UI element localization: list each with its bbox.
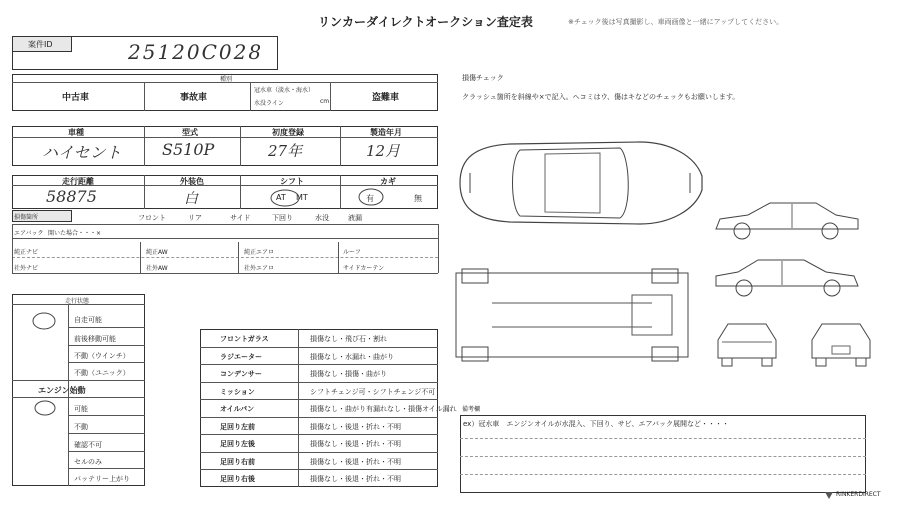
check-label: フロントガラス	[220, 335, 269, 343]
driving-move[interactable]: 前後移動可能	[74, 335, 116, 343]
page-title: リンカーダイレクトオークション査定表	[318, 15, 533, 29]
shift-header: シフト	[280, 177, 304, 186]
key-no[interactable]: 無	[414, 194, 422, 203]
check-label: 足回り左後	[220, 440, 255, 448]
check-value[interactable]: 損傷なし・損傷・曲がり	[310, 370, 387, 378]
car-top-view	[450, 128, 710, 238]
option-aftermarket-nav[interactable]: 社外ナビ	[14, 265, 39, 272]
check-row-divider	[200, 399, 438, 400]
check-label: オイルパン	[220, 405, 255, 413]
check-value[interactable]: 損傷なし・後退・折れ・不明	[310, 475, 401, 483]
vehicle-model-value[interactable]: ハイセント	[42, 143, 122, 162]
damage-side[interactable]: サイド	[230, 214, 251, 222]
check-label: ラジエーター	[220, 352, 262, 361]
car-underbody	[452, 265, 692, 365]
option-aw[interactable]: 純正AW	[146, 249, 168, 256]
check-row-divider	[200, 347, 438, 348]
check-label: 足回り右前	[220, 457, 255, 466]
check-value[interactable]: 損傷なし・水漏れ・曲がり	[310, 352, 394, 361]
damage-under[interactable]: 下回り	[272, 214, 293, 222]
damage-flood[interactable]: 水没	[315, 214, 329, 222]
engine-battery[interactable]: バッテリー上がり	[74, 475, 130, 483]
kind-flood-line: 水没ライン	[254, 100, 284, 107]
engine-header: エンジン始動	[38, 386, 86, 395]
mileage-value[interactable]: 58875	[46, 187, 97, 206]
damage-check-instruction: クラッシュ箇所を斜線や×で記入。ヘコミはウ、傷はキなどのチェックもお願いします。	[462, 93, 740, 101]
key-yes-circle	[358, 188, 384, 206]
check-label: 足回り右後	[220, 475, 255, 483]
kind-accident[interactable]: 事故車	[180, 93, 208, 103]
check-row-divider	[200, 417, 438, 418]
vehicle-reg-header: 初度登録	[272, 128, 304, 137]
damage-rear[interactable]: リア	[188, 214, 202, 222]
shift-mt[interactable]: MT	[296, 193, 308, 202]
check-value[interactable]: 損傷なし・飛び石・割れ	[310, 335, 387, 343]
color-header: 外装色	[180, 177, 204, 186]
engine-dead[interactable]: 不動	[74, 423, 88, 431]
check-label: コンデンサー	[220, 370, 262, 378]
kind-header: 種別	[220, 76, 233, 83]
damage-check-title: 損傷チェック	[462, 74, 504, 82]
driving-winch[interactable]: 不動（ウインチ）	[74, 352, 130, 360]
driving-self[interactable]: 自走可能	[74, 316, 102, 324]
check-label: ミッション	[220, 387, 255, 396]
mileage-header: 走行距離	[62, 177, 94, 186]
check-row-divider	[200, 434, 438, 435]
check-value[interactable]: 損傷なし・曲がり有漏れなし・損傷オイル漏れ	[310, 405, 457, 413]
kind-used[interactable]: 中古車	[62, 93, 90, 103]
driving-unic[interactable]: 不動（ユニック）	[74, 369, 130, 377]
engine-circle	[34, 400, 56, 416]
driving-header: 走行状態	[65, 298, 90, 305]
damage-leak[interactable]: 液漏	[348, 214, 362, 222]
check-row-divider	[200, 469, 438, 470]
check-label: 足回り左前	[220, 422, 255, 431]
damage-label: 損傷箇所	[14, 214, 39, 221]
case-id-value[interactable]: 25120C028	[128, 40, 264, 64]
vehicle-type-header: 型式	[182, 128, 198, 137]
damage-front[interactable]: フロント	[138, 214, 166, 222]
brand-icon	[824, 490, 834, 500]
car-side-view-left	[712, 252, 862, 300]
car-rear-view	[712, 318, 782, 368]
kind-flood[interactable]: 冠水車（淡水・海水）	[254, 87, 315, 94]
check-value[interactable]: 損傷なし・後退・折れ・不明	[310, 422, 401, 431]
check-value[interactable]: 損傷なし・後退・折れ・不明	[310, 457, 401, 466]
engine-cell[interactable]: セルのみ	[74, 458, 102, 466]
option-roof[interactable]: ルーフ	[343, 249, 361, 256]
shift-at-circle	[270, 189, 300, 207]
kind-stolen[interactable]: 盗難車	[372, 93, 400, 103]
shift-at[interactable]: AT	[276, 193, 286, 202]
airbag-label: エアバック	[14, 230, 44, 237]
engine-ok[interactable]: 可能	[74, 405, 88, 413]
driving-circle	[32, 312, 56, 330]
check-row-divider	[200, 452, 438, 453]
airbag-text: 開いた場合・・・×	[48, 230, 102, 237]
key-header: カギ	[380, 177, 396, 186]
vehicle-type-value[interactable]: S510P	[162, 140, 215, 159]
remarks-label: 備考欄	[462, 406, 481, 413]
option-side-curtain[interactable]: サイドカーテン	[343, 265, 385, 272]
option-aero[interactable]: 純正エアロ	[244, 249, 275, 256]
kind-flood-unit: cm	[320, 98, 330, 105]
check-value[interactable]: 損傷なし・後退・折れ・不明	[310, 440, 401, 448]
case-id-label: 案件ID	[28, 40, 53, 49]
car-side-view-right	[712, 195, 862, 243]
vehicle-mfg-value[interactable]: 12月	[366, 142, 401, 160]
check-row-divider	[200, 382, 438, 383]
option-aftermarket-aero[interactable]: 社外エアロ	[244, 265, 275, 272]
vehicle-reg-value[interactable]: 27年	[268, 142, 303, 160]
header-note: ※チェック後は写真撮影し、車両画像と一緒にアップしてください。	[568, 18, 784, 26]
vehicle-model-header: 車種	[68, 128, 84, 137]
vehicle-mfg-header: 製造年月	[370, 128, 402, 137]
option-aftermarket-aw[interactable]: 社外AW	[146, 265, 168, 272]
check-row-divider	[200, 364, 438, 365]
key-yes[interactable]: 有	[366, 194, 374, 203]
remarks-example: ex）冠水車 エンジンオイルが水混入、下回り、サビ、エアバック展開など・・・・	[463, 420, 729, 428]
footer-logo: RINKERDIRECT	[836, 491, 881, 498]
check-value[interactable]: シフトチェンジ可・シフトチェンジ不可	[310, 387, 436, 396]
color-value[interactable]: 白	[184, 191, 198, 207]
car-front-view	[806, 318, 876, 368]
engine-unknown[interactable]: 確認不可	[74, 441, 102, 449]
option-nav[interactable]: 純正ナビ	[14, 249, 39, 256]
